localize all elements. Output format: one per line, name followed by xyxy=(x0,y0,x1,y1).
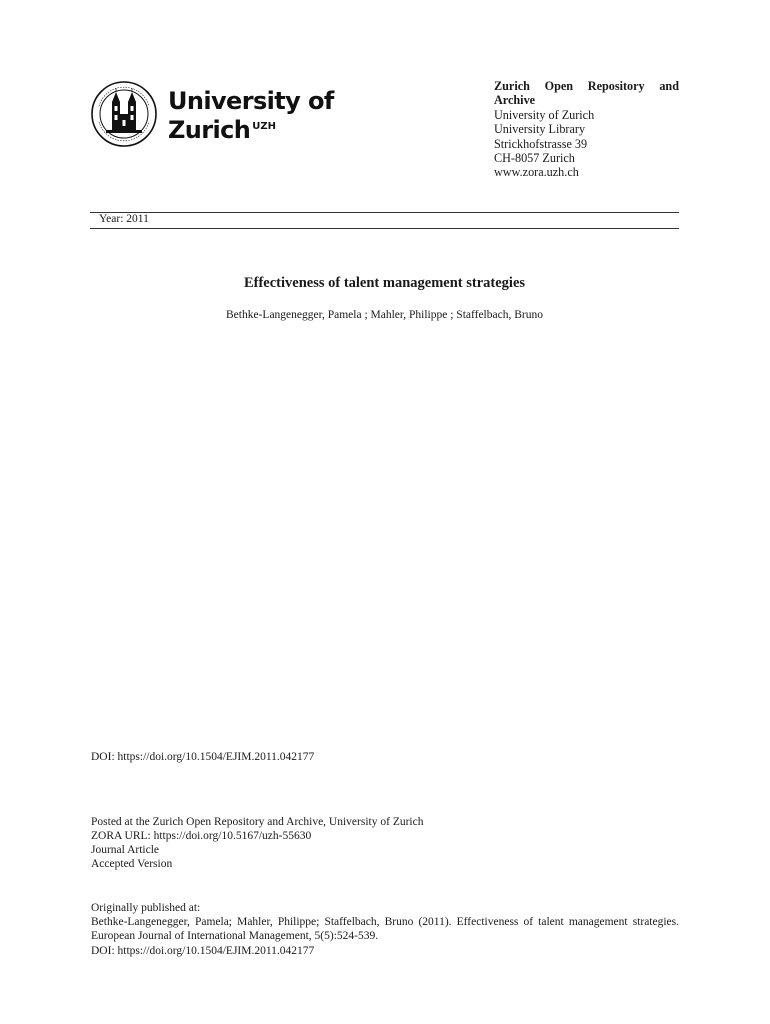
wordmark-uzh: UZH xyxy=(252,121,277,132)
doi-line: DOI: https://doi.org/10.1504/EJIM.2011.042177 xyxy=(91,751,315,763)
posted-at-line: Posted at the Zurich Open Repository and Archive, University of Zurich xyxy=(91,816,424,828)
repository-line-city: CH-8057 Zurich xyxy=(494,151,575,166)
publication-type-line: Journal Article xyxy=(91,844,160,856)
repository-name: Zurich Open Repository and Archive xyxy=(494,79,679,108)
repository-address xyxy=(494,79,679,180)
citation-doi-line: DOI: https://doi.org/10.1504/EJIM.2011.042177 xyxy=(91,945,315,957)
repository-line-street: Strickhofstrasse 39 xyxy=(494,136,588,151)
repository-line-website: www.zora.uzh.ch xyxy=(494,165,579,180)
article-authors: Bethke-Langenegger, Pamela ; Mahler, Philippe ; Staffelbach, Bruno xyxy=(226,309,543,321)
wordmark-line-2 xyxy=(168,114,334,143)
university-logo xyxy=(90,80,334,150)
repository-line-library: University Library xyxy=(494,122,586,137)
version-line: Accepted Version xyxy=(91,858,173,870)
article-title: Effectiveness of talent management strategies xyxy=(243,275,526,291)
university-wordmark xyxy=(168,88,334,143)
wordmark-zurich: Zurich xyxy=(168,116,251,144)
wordmark-line-1: University of xyxy=(168,87,334,115)
bottom-rule xyxy=(90,228,679,229)
originally-published-heading: Originally published at: xyxy=(91,902,201,914)
top-rule xyxy=(90,212,679,213)
citation-text: Bethke-Langenegger, Pamela; Mahler, Philippe; Staffelbach, Bruno (2011). Effectiveness of talent management strategies. European Journal of International Management, 5(5):524-539. xyxy=(91,916,679,943)
repository-line-university: University of Zurich xyxy=(494,107,595,122)
zora-url-line: ZORA URL: https://doi.org/10.5167/uzh-55630 xyxy=(91,830,312,842)
university-seal-icon xyxy=(90,80,158,148)
year-label: Year: 2011 xyxy=(99,213,149,225)
